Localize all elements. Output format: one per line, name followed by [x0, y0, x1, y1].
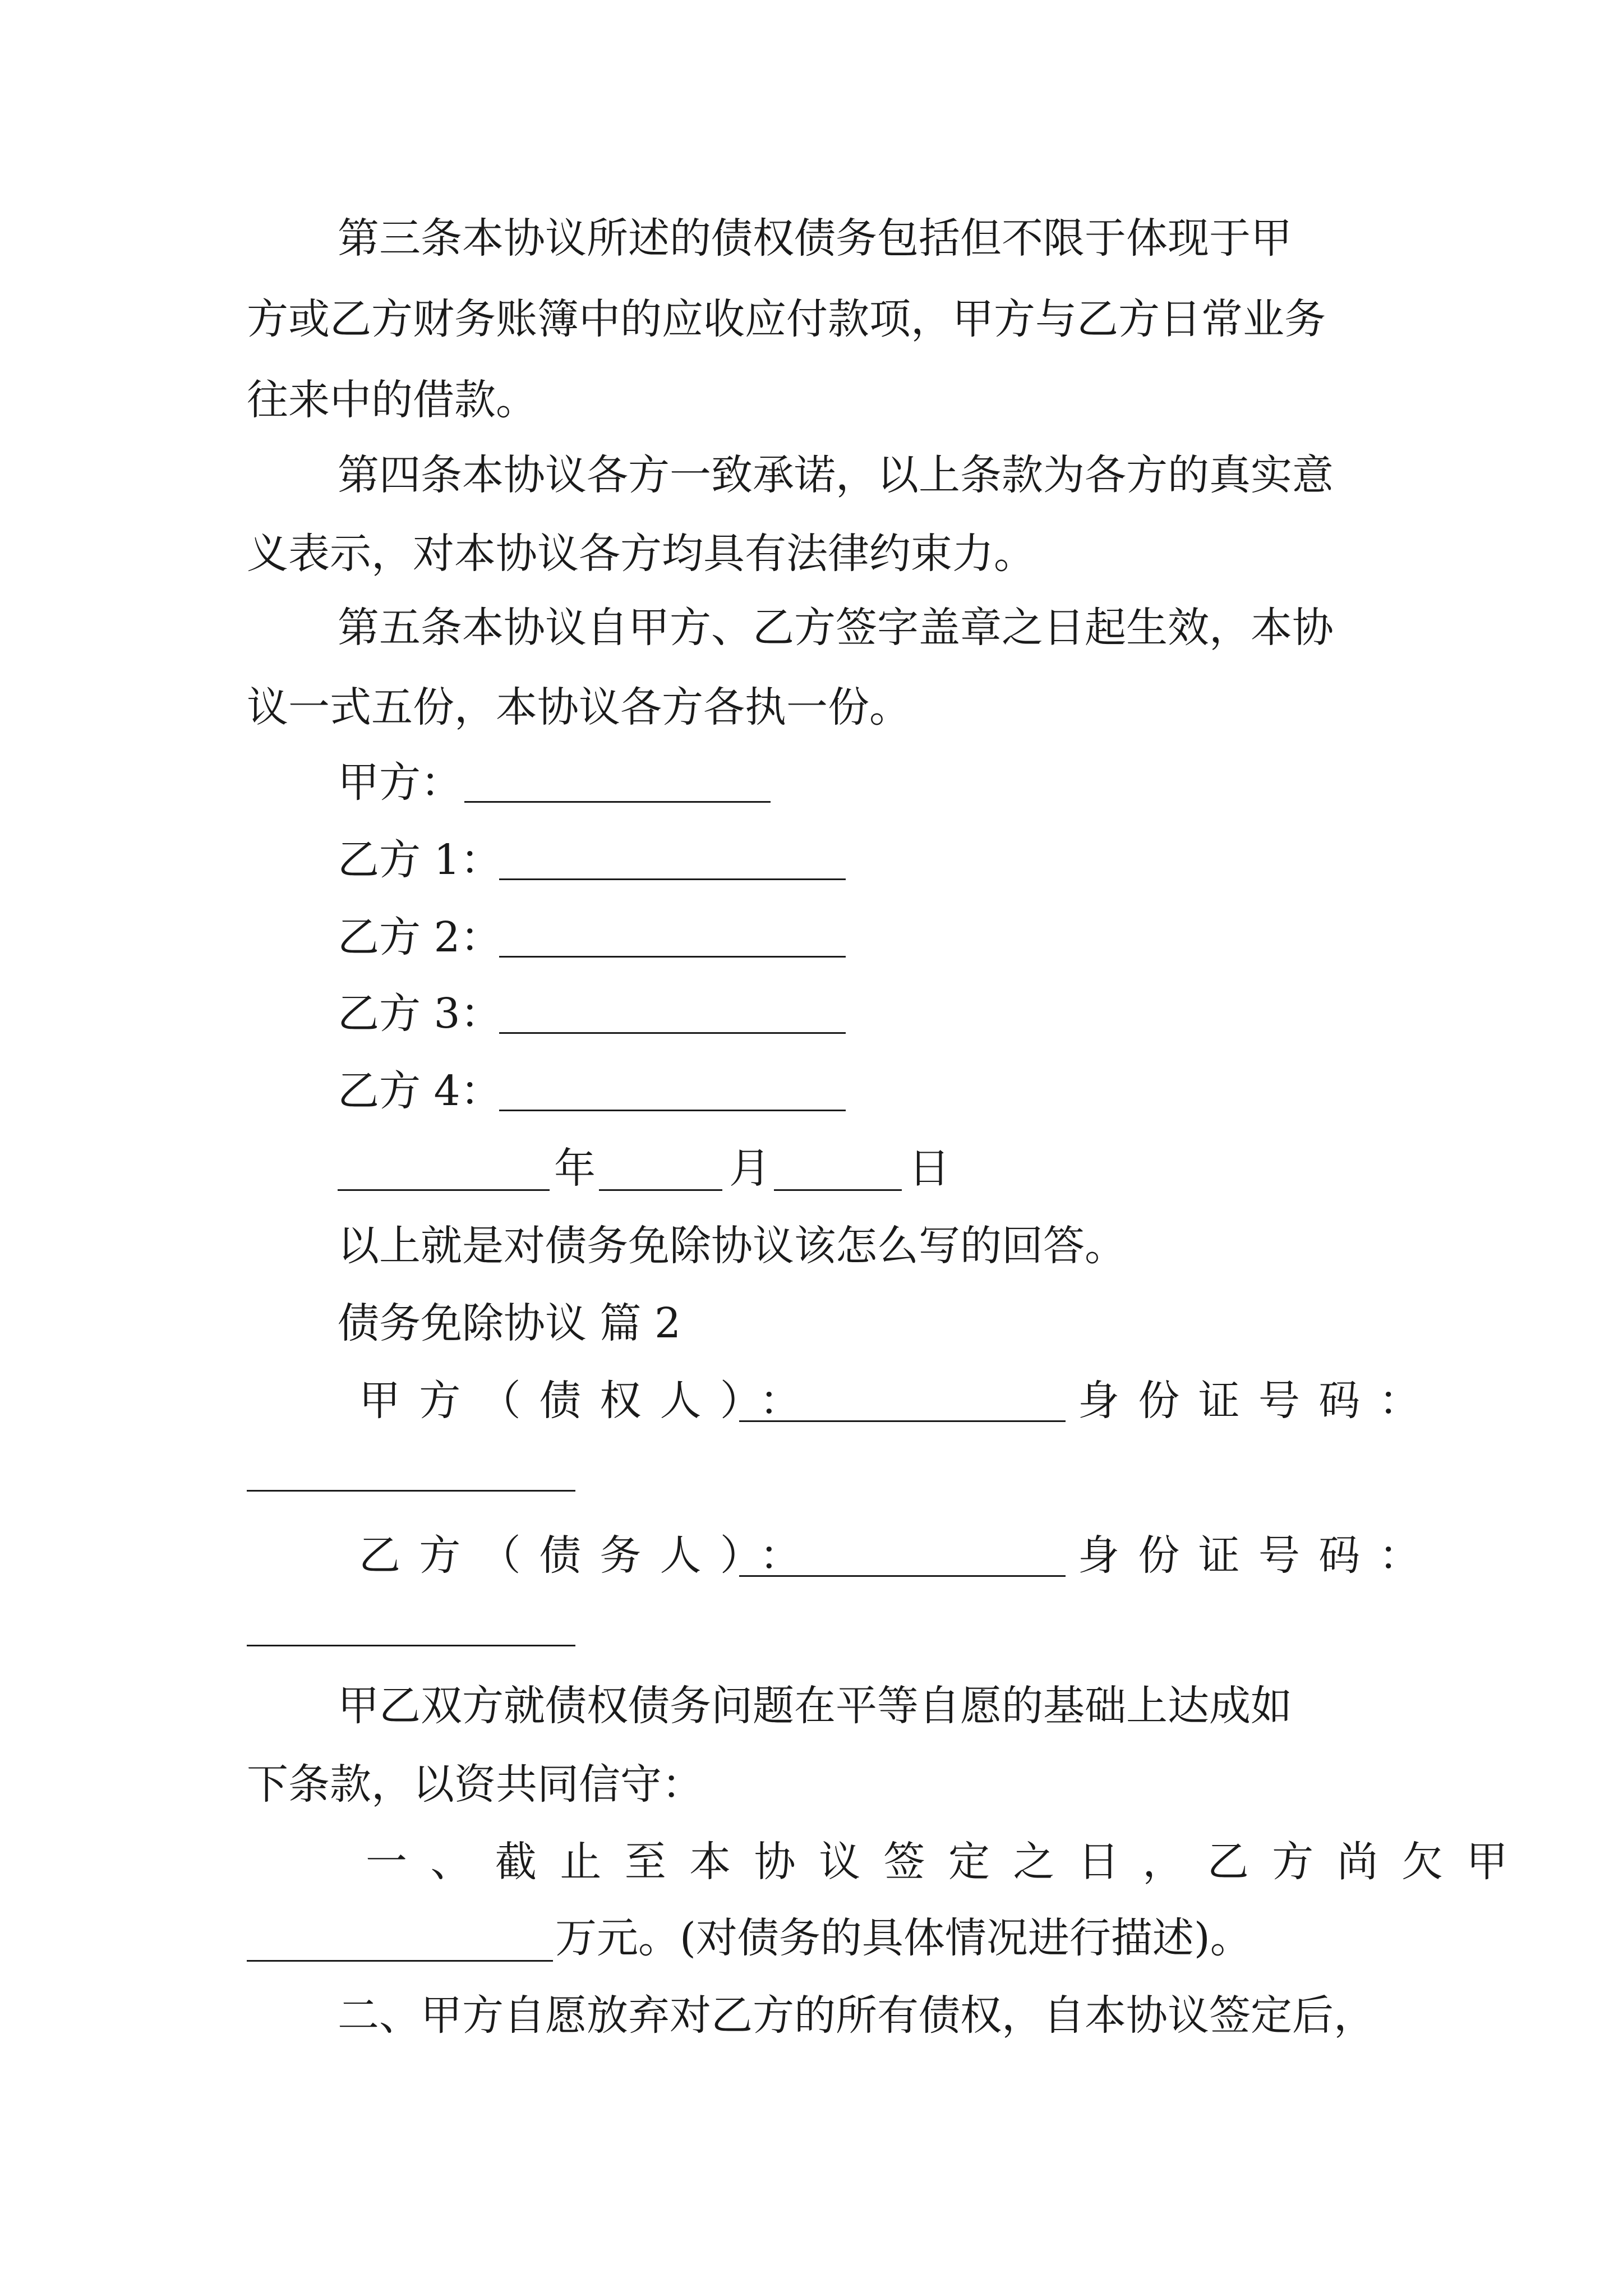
- month-label: 月: [729, 1144, 771, 1193]
- creditor-name-blank: [739, 1420, 1066, 1422]
- article3-line3: 往来中的借款。: [247, 376, 537, 424]
- party-b4-blank: [499, 1110, 846, 1111]
- party-b3-blank: [499, 1032, 846, 1034]
- clause1-line2: 万元。(对债务的具体情况进行描述)。: [555, 1914, 1252, 1962]
- intro-line1: 甲乙双方就债权债务问题在平等自愿的基础上达成如: [338, 1682, 1292, 1730]
- party-b1-blank: [499, 878, 846, 880]
- clause2-line1: 二、甲方自愿放弃对乙方的所有债权，自本协议签定后，: [338, 1991, 1375, 2040]
- party-b4-label: 乙方 4：: [338, 1067, 502, 1115]
- day-label: 日: [909, 1144, 950, 1193]
- year-label: 年: [554, 1144, 596, 1193]
- party-b2-label: 乙方 2：: [338, 913, 502, 961]
- creditor-label: 甲方（债权人）：: [359, 1377, 820, 1425]
- party-a-blank: [464, 801, 771, 803]
- debtor-name-blank: [739, 1575, 1066, 1577]
- debtor-id-blank: [247, 1645, 575, 1646]
- party-b2-blank: [499, 956, 846, 958]
- section2-title: 债务免除协议 篇 2: [338, 1299, 681, 1347]
- month-blank: [599, 1189, 722, 1191]
- year-blank: [338, 1189, 550, 1191]
- debtor-label: 乙方（债务人）：: [359, 1531, 820, 1580]
- clause1-line1: 一、截止至本协议签定之日，乙方尚欠甲: [366, 1838, 1531, 1886]
- intro-line2: 下条款，以资共同信守：: [247, 1760, 703, 1809]
- creditor-id-label: 身份证号码：: [1078, 1377, 1439, 1425]
- article5-line1: 第五条本协议自甲方、乙方签字盖章之日起生效，本协: [338, 604, 1334, 652]
- article3-line1: 第三条本协议所述的债权债务包括但不限于体现于甲: [338, 214, 1292, 263]
- creditor-id-blank: [247, 1490, 575, 1492]
- closing-sentence: 以上就是对债务免除协议该怎么写的回答。: [338, 1222, 1126, 1270]
- article4-line1: 第四条本协议各方一致承诺，以上条款为各方的真实意: [338, 451, 1334, 499]
- party-a-label: 甲方：: [338, 758, 462, 807]
- article5-line2: 议一式五份，本协议各方各执一份。: [247, 683, 911, 731]
- day-blank: [774, 1189, 902, 1191]
- party-b3-label: 乙方 3：: [338, 990, 502, 1038]
- article4-line2: 义表示，对本协议各方均具有法律约束力。: [247, 530, 1035, 578]
- party-b1-label: 乙方 1：: [338, 836, 502, 884]
- article3-line2: 方或乙方财务账簿中的应收应付款项，甲方与乙方日常业务: [247, 295, 1326, 343]
- debt-amount-blank: [247, 1960, 553, 1962]
- debtor-id-label: 身份证号码：: [1078, 1531, 1439, 1580]
